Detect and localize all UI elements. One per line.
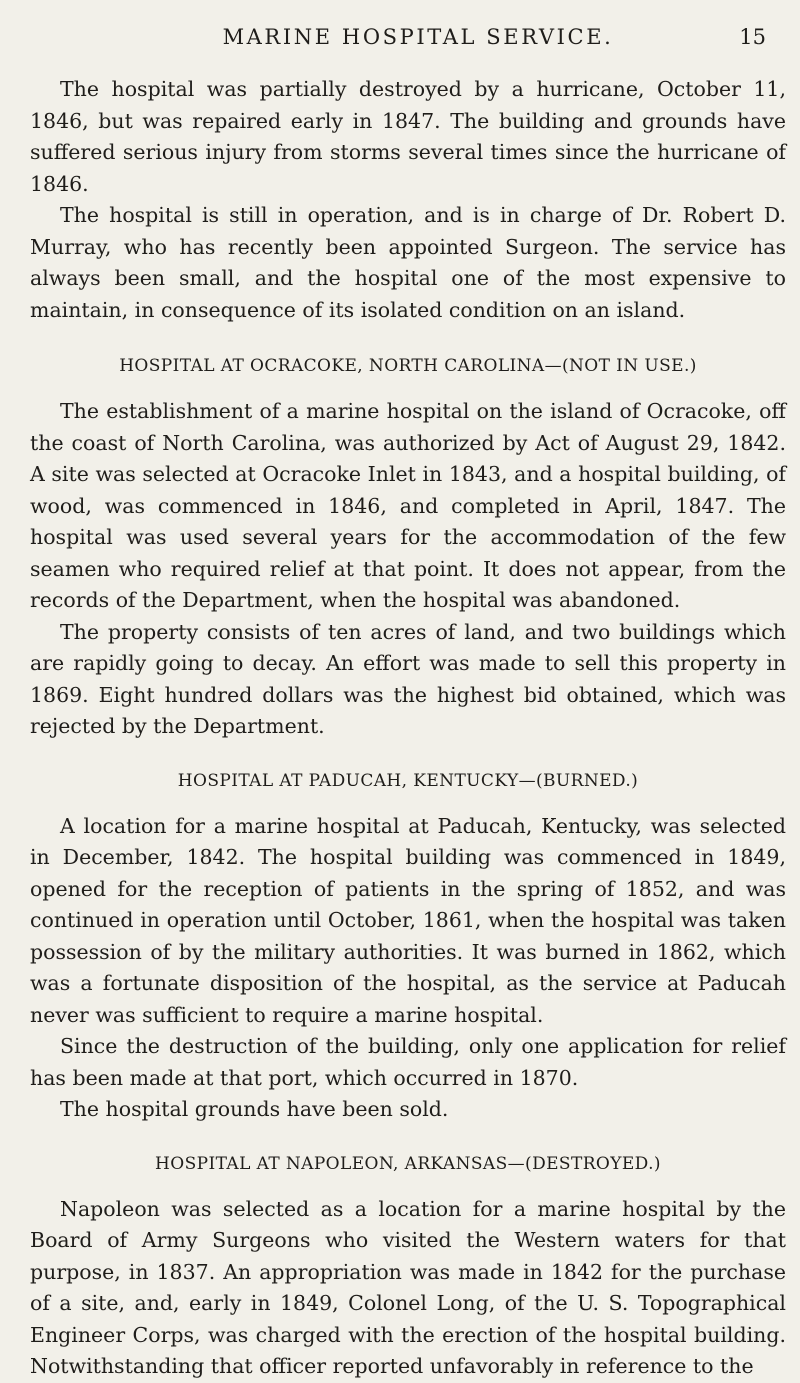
section-paducah	[30, 767, 786, 1126]
paragraph: The hospital grounds have been sold.	[60, 1097, 449, 1121]
section-heading: HOSPITAL AT PADUCAH, KENTUCKY—(BURNED.)	[177, 770, 639, 791]
page-number: 15	[739, 25, 766, 49]
paragraph: A location for a marine hospital at Paducah, Kentucky, was selected in December, 1842. The hospital building was commenced in 1849, opened for the reception of patients in the spring of 1852, and was continued in operation until October, 1861, when the hospital was taken possession of by the military authorities. It was burned in 1862, which was a fortunate disposition of the hospital, as the service at Paducah never was sufficient to require a marine hospital.	[30, 813, 786, 1027]
intro-section	[30, 74, 786, 326]
paragraph: The property consists of ten acres of land, and two buildings which are rapidly going to decay. An effort was made to sell this property in 1869. Eight hundred dollars was the highest bid obtained, which was rejected by the Department.	[30, 619, 786, 738]
paragraph: The hospital was partially destroyed by a hurricane, October 11, 1846, but was repaired early in 1847. The building and grounds have suffered serious injury from storms several times since the hurricane of 1846.	[30, 77, 786, 196]
section-ocracoke	[30, 352, 786, 743]
book-page	[30, 22, 786, 1378]
section-napoleon	[30, 1150, 786, 1383]
paragraph: Since the destruction of the building, only one application for relief has been made at that port, which occurred in 1870.	[30, 1034, 786, 1090]
section-heading: HOSPITAL AT OCRACOKE, NORTH CAROLINA—(NOT IN USE.)	[119, 356, 697, 376]
running-head	[30, 22, 786, 60]
running-head-title: MARINE HOSPITAL SERVICE.	[222, 25, 614, 49]
paragraph: The establishment of a marine hospital on the island of Ocracoke, off the coast of North Carolina, was authorized by Act of August 29, 1842. A site was selected at Ocracoke Inlet in 1843, and a hospital building, of wood, was commenced in 1846, and completed in April, 1847. The hospital was used several years for the accommodation of the few seamen who required relief at that point. It does not appear, from the records of the Department, when the hospital was abandoned.	[30, 399, 786, 612]
paragraph: Napoleon was selected as a location for a marine hospital by the Board of Army Surgeons who visited the Western waters for that purpose, in 1837. An appropriation was made in 1842 for the purchase of a site, and, early in 1849, Colonel Long, of the U. S. Topographical Engineer Corps, was charged with the erection of the hospital building. Notwithstanding that officer reported unfavorably in reference to the	[30, 1196, 786, 1378]
paragraph: The hospital is still in operation, and is in charge of Dr. Robert D. Murray, who has recently been appointed Surgeon. The service has always been small, and the hospital one of the most expensive to maintain, in consequence of its isolated condition on an island.	[30, 203, 786, 322]
section-heading: HOSPITAL AT NAPOLEON, ARKANSAS—(DESTROYED.)	[155, 1153, 661, 1174]
